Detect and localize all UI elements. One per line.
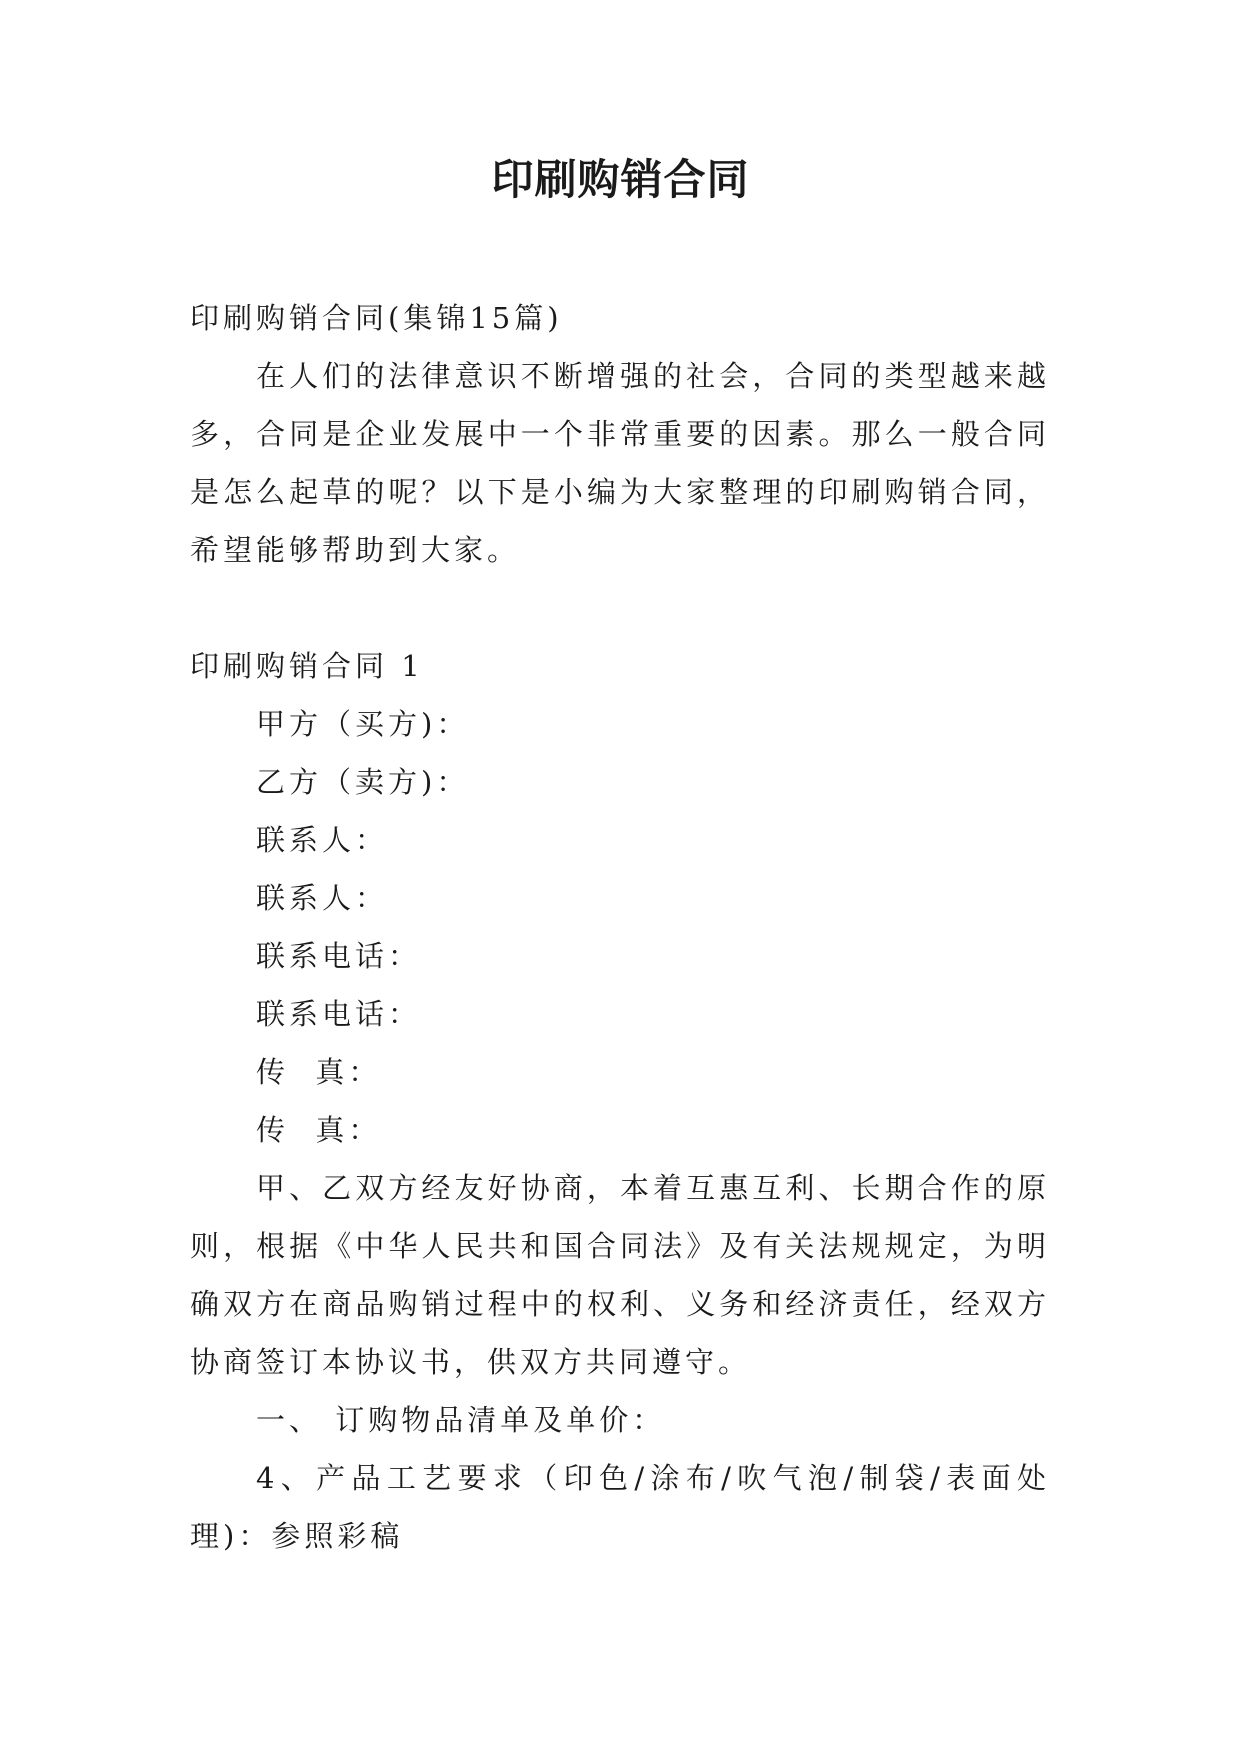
document-body (190, 289, 1050, 1565)
field-phone-b: 联系电话： (256, 997, 422, 1031)
intro-paragraph: 在人们的法律意识不断增强的社会，合同的类型越来越多，合同是企业发展中一个非常重要的因素。那么一般合同是怎么起草的呢？以下是小编为大家整理的印刷购销合同，希望能够帮助到大家。 (190, 359, 1050, 567)
field-contact-a: 联系人： (256, 823, 389, 857)
field-fax-a: 传 真： (256, 1055, 382, 1089)
field-party-b: 乙方（卖方)： (256, 765, 470, 799)
section-heading: 印刷购销合同 1 (190, 649, 424, 683)
clause-1: 一、 订购物品清单及单价： (256, 1403, 666, 1437)
field-fax-b: 传 真： (256, 1113, 382, 1147)
field-phone-a: 联系电话： (256, 939, 422, 973)
clause-4: 4、产品工艺要求（印色/涂布/吹气泡/制袋/表面处理)：参照彩稿 (190, 1461, 1050, 1553)
paragraph-gap (190, 579, 1050, 637)
field-party-a: 甲方（买方)： (256, 707, 470, 741)
document-title: 印刷购销合同 (491, 155, 750, 204)
document-subtitle: 印刷购销合同(集锦15篇) (190, 301, 563, 335)
field-contact-b: 联系人： (256, 881, 389, 915)
body-paragraph: 甲、乙双方经友好协商，本着互惠互利、长期合作的原则，根据《中华人民共和国合同法》及有关法规规定，为明确双方在商品购销过程中的权利、义务和经济责任，经双方协商签订本协议书，供双方共同遵守。 (190, 1171, 1050, 1379)
